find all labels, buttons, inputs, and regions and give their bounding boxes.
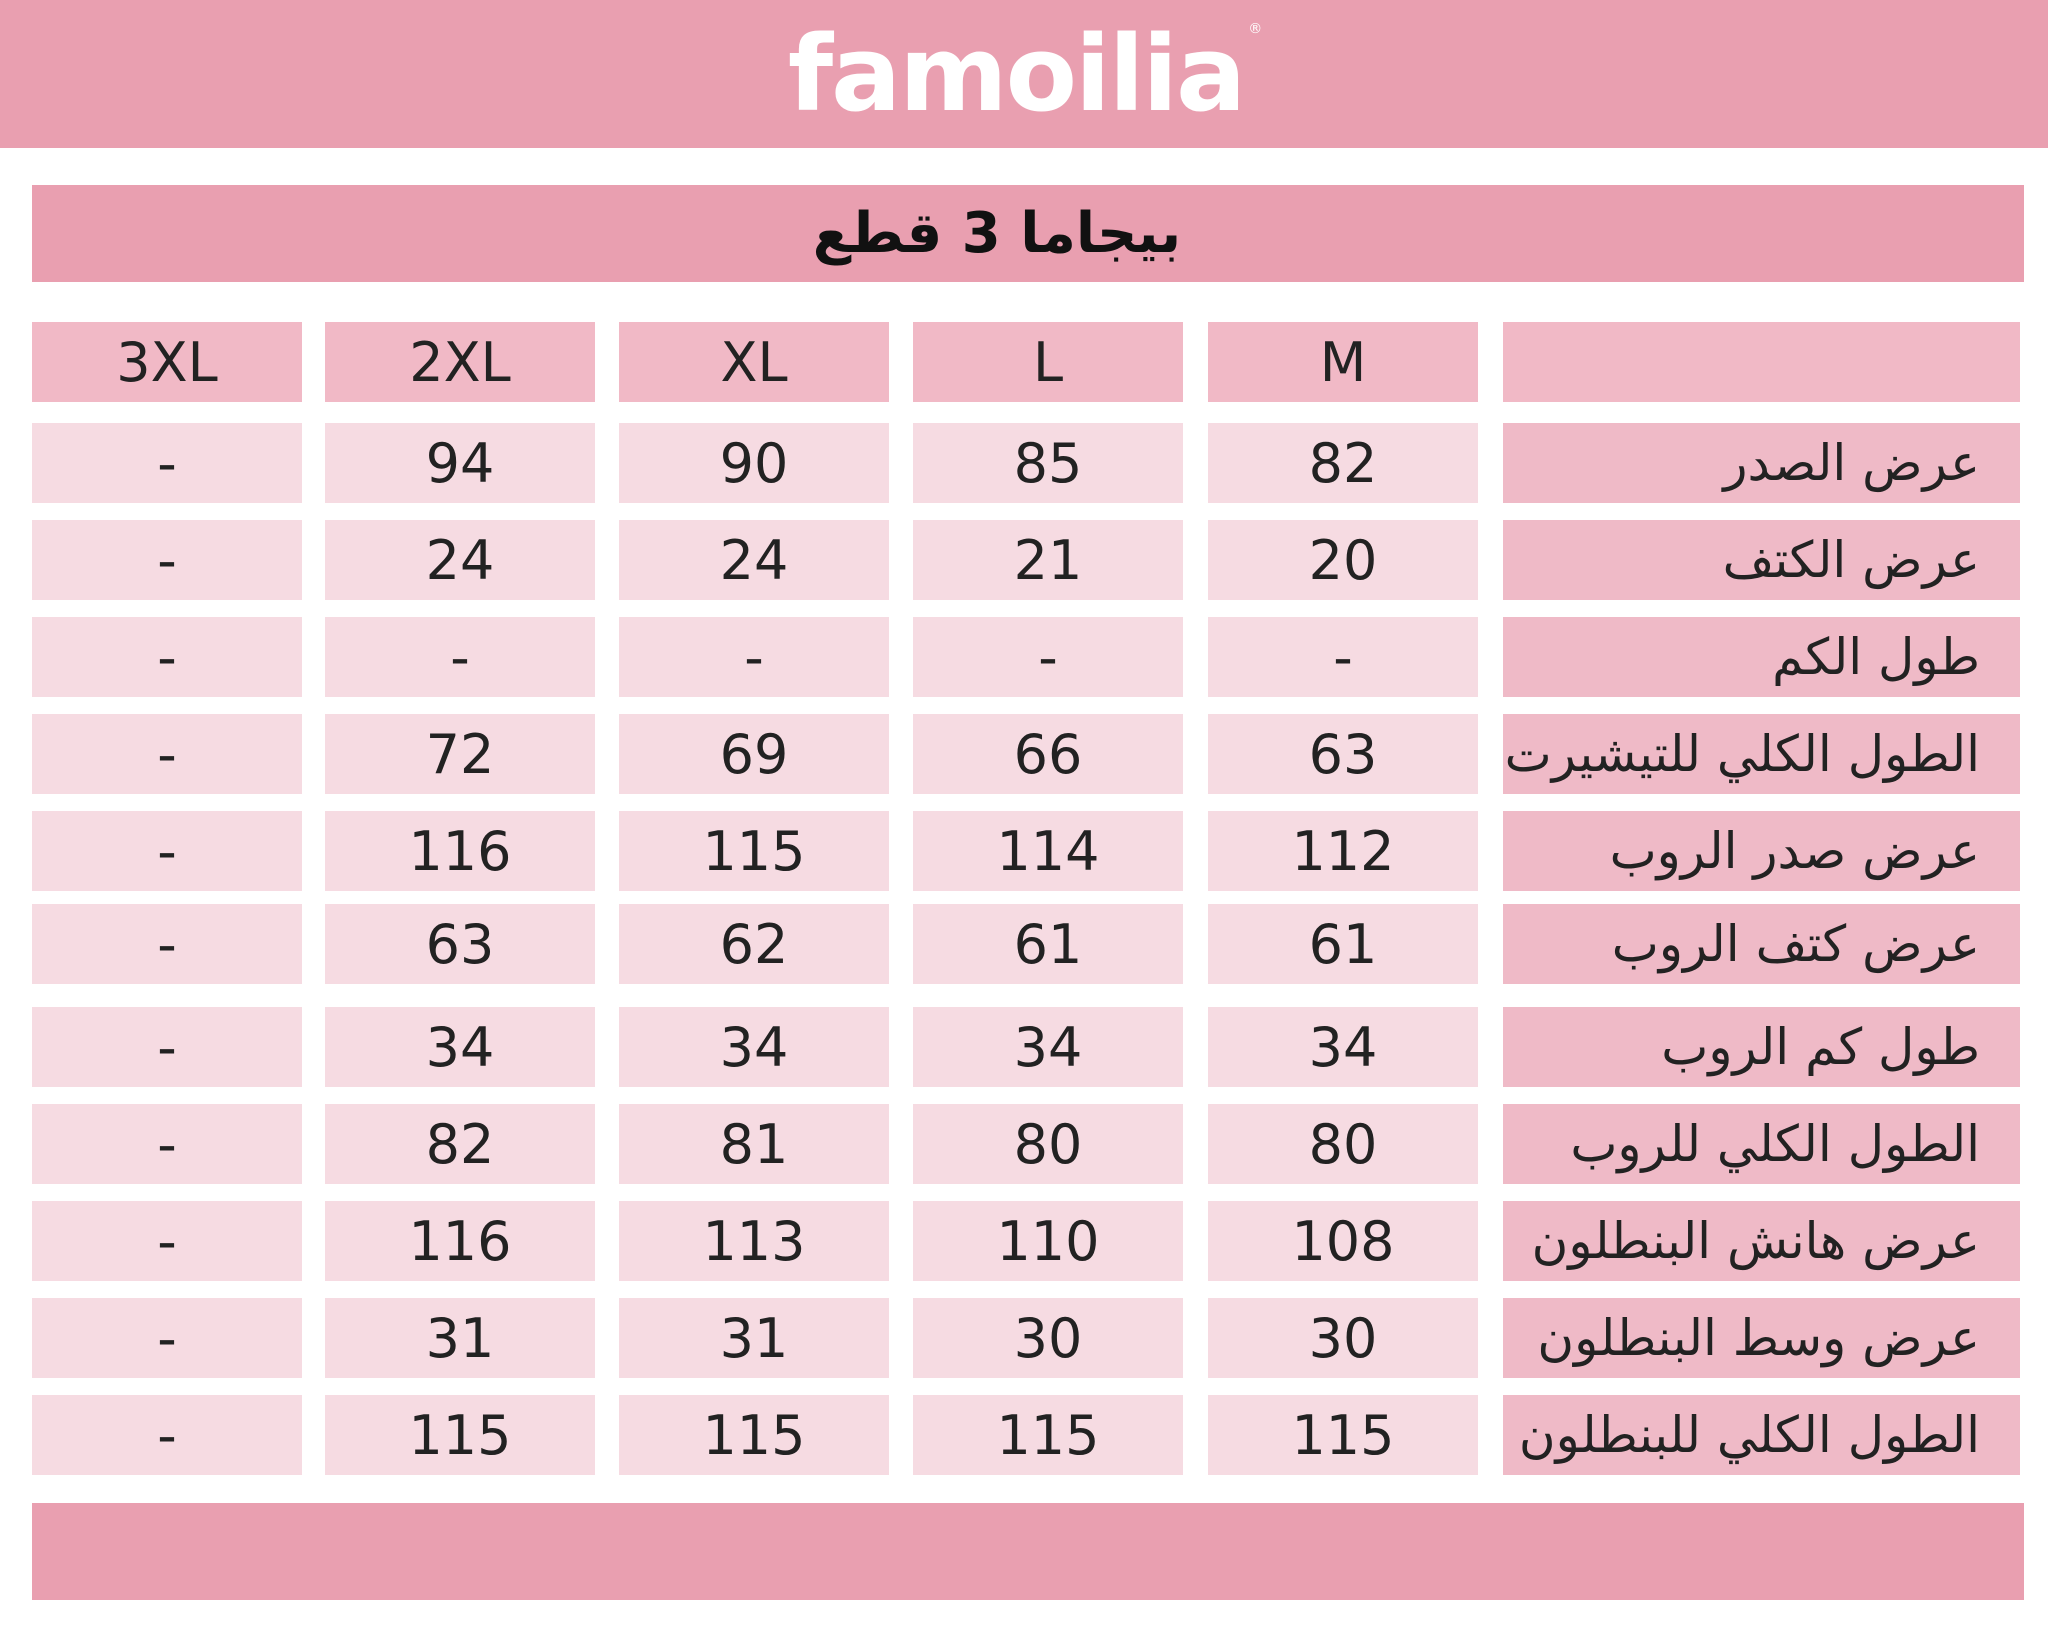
measurement-value-m: 63 bbox=[1208, 714, 1478, 794]
footer-bar bbox=[32, 1503, 2024, 1600]
measurement-value-3xl: - bbox=[32, 714, 302, 794]
measurement-value-2xl: - bbox=[325, 617, 595, 697]
size-header-2xl: 2XL bbox=[325, 322, 595, 402]
measurement-value-xl: 90 bbox=[619, 423, 889, 503]
measurement-value-xl: 62 bbox=[619, 904, 889, 984]
measurement-value-2xl: 31 bbox=[325, 1298, 595, 1378]
measurement-value-l: 85 bbox=[913, 423, 1183, 503]
measurement-value-m: 34 bbox=[1208, 1007, 1478, 1087]
measurement-value-3xl: - bbox=[32, 811, 302, 891]
measurement-label: عرض كتف الروب bbox=[1503, 904, 2020, 984]
measurement-value-l: 115 bbox=[913, 1395, 1183, 1475]
measurement-value-l: 30 bbox=[913, 1298, 1183, 1378]
measurement-value-xl: 115 bbox=[619, 1395, 889, 1475]
measurement-value-m: 80 bbox=[1208, 1104, 1478, 1184]
measurement-label: عرض الكتف bbox=[1503, 520, 2020, 600]
measurement-label: عرض وسط البنطلون bbox=[1503, 1298, 2020, 1378]
registered-mark-icon: ® bbox=[1248, 21, 1261, 37]
brand-logo bbox=[787, 13, 1261, 135]
measurement-label: عرض الصدر bbox=[1503, 423, 2020, 503]
measurement-value-3xl: - bbox=[32, 1007, 302, 1087]
measurement-value-m: 112 bbox=[1208, 811, 1478, 891]
measurement-value-xl: 81 bbox=[619, 1104, 889, 1184]
measurement-value-m: 20 bbox=[1208, 520, 1478, 600]
size-header-3xl: 3XL bbox=[32, 322, 302, 402]
measurement-value-l: 66 bbox=[913, 714, 1183, 794]
measurement-value-xl: - bbox=[619, 617, 889, 697]
measurement-value-xl: 115 bbox=[619, 811, 889, 891]
measurement-value-2xl: 63 bbox=[325, 904, 595, 984]
measurement-value-l: 34 bbox=[913, 1007, 1183, 1087]
measurement-value-m: 61 bbox=[1208, 904, 1478, 984]
measurement-value-2xl: 34 bbox=[325, 1007, 595, 1087]
measurement-value-3xl: - bbox=[32, 520, 302, 600]
measurement-value-3xl: - bbox=[32, 1298, 302, 1378]
title-bar bbox=[32, 185, 2024, 282]
size-header-m: M bbox=[1208, 322, 1478, 402]
page-title: بيجاما 3 قطع bbox=[812, 201, 1182, 266]
measurement-value-l: 80 bbox=[913, 1104, 1183, 1184]
measurement-value-xl: 31 bbox=[619, 1298, 889, 1378]
measurement-value-m: 108 bbox=[1208, 1201, 1478, 1281]
measurement-label: الطول الكلي للروب bbox=[1503, 1104, 2020, 1184]
measurement-value-xl: 113 bbox=[619, 1201, 889, 1281]
measurement-value-l: 21 bbox=[913, 520, 1183, 600]
measurement-value-xl: 24 bbox=[619, 520, 889, 600]
brand-logo-text: famoilia bbox=[787, 13, 1245, 135]
measurement-value-m: 115 bbox=[1208, 1395, 1478, 1475]
measurement-value-3xl: - bbox=[32, 904, 302, 984]
measurement-value-2xl: 115 bbox=[325, 1395, 595, 1475]
measurement-label: طول كم الروب bbox=[1503, 1007, 2020, 1087]
size-header-xl: XL bbox=[619, 322, 889, 402]
measurement-value-2xl: 116 bbox=[325, 1201, 595, 1281]
measurement-value-l: 114 bbox=[913, 811, 1183, 891]
measurement-value-2xl: 116 bbox=[325, 811, 595, 891]
measurement-value-2xl: 94 bbox=[325, 423, 595, 503]
measurement-value-3xl: - bbox=[32, 1104, 302, 1184]
measurement-value-3xl: - bbox=[32, 1201, 302, 1281]
header-corner-cell bbox=[1503, 322, 2020, 402]
measurement-value-l: - bbox=[913, 617, 1183, 697]
measurement-value-m: - bbox=[1208, 617, 1478, 697]
measurement-value-3xl: - bbox=[32, 1395, 302, 1475]
measurement-value-2xl: 24 bbox=[325, 520, 595, 600]
measurement-value-m: 30 bbox=[1208, 1298, 1478, 1378]
measurement-value-m: 82 bbox=[1208, 423, 1478, 503]
size-header-l: L bbox=[913, 322, 1183, 402]
measurement-value-l: 110 bbox=[913, 1201, 1183, 1281]
measurement-label: الطول الكلي للتيشيرت bbox=[1503, 714, 2020, 794]
measurement-value-2xl: 82 bbox=[325, 1104, 595, 1184]
measurement-value-2xl: 72 bbox=[325, 714, 595, 794]
measurement-value-xl: 69 bbox=[619, 714, 889, 794]
measurement-label: عرض صدر الروب bbox=[1503, 811, 2020, 891]
measurement-value-xl: 34 bbox=[619, 1007, 889, 1087]
measurement-label: الطول الكلي للبنطلون bbox=[1503, 1395, 2020, 1475]
measurement-label: طول الكم bbox=[1503, 617, 2020, 697]
measurement-label: عرض هانش البنطلون bbox=[1503, 1201, 2020, 1281]
measurement-value-l: 61 bbox=[913, 904, 1183, 984]
measurement-value-3xl: - bbox=[32, 423, 302, 503]
measurement-value-3xl: - bbox=[32, 617, 302, 697]
brand-banner bbox=[0, 0, 2048, 148]
